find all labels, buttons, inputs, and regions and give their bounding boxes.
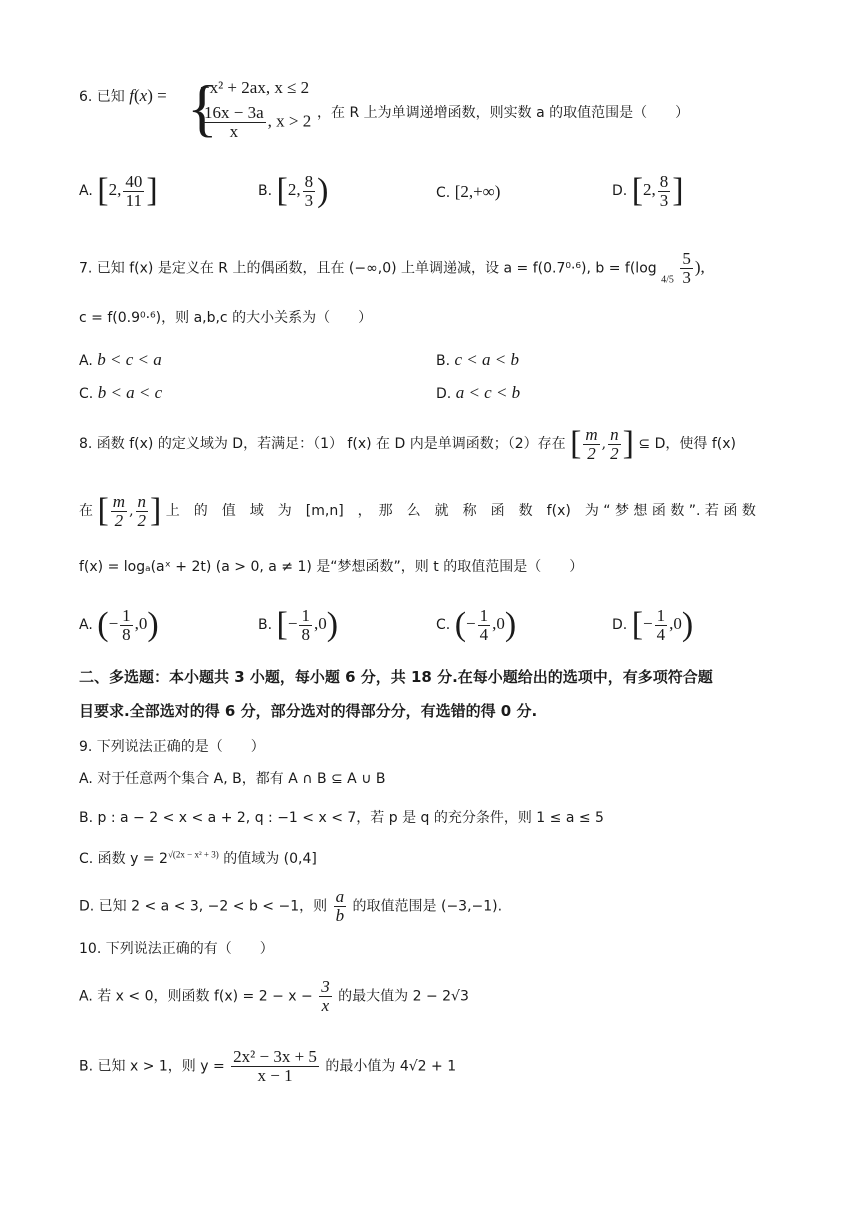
q9-option-d[interactable]: D. 已知 2 < a < 3, −2 < b < −1，则 $\frac{a}{b}$ 的取值范围是 (−3,−1). — [79, 887, 503, 925]
q7-option-a[interactable]: A. b < c < a — [79, 350, 162, 369]
q9-stem: 9. 下列说法正确的是（ ） — [79, 739, 265, 755]
q6-option-c[interactable]: C. [2,+∞) — [436, 182, 501, 201]
q8-option-a[interactable]: A. (− $\frac{1}{8}$ ,0) — [79, 605, 159, 644]
q8-option-c[interactable]: C. (− $\frac{1}{4}$ ,0) — [436, 605, 517, 644]
q7-option-b[interactable]: B. c < a < b — [436, 350, 520, 369]
q10-stem: 10. 下列说法正确的有（ ） — [79, 941, 274, 957]
q8-option-b[interactable]: B. [− $\frac{1}{8}$ ,0) — [258, 605, 339, 644]
q6-brace: { — [187, 72, 218, 143]
q8-line2: 在 [ $\frac{m}{2}$ , $\frac{n}{2}$ ] 上 的 值 域 为 [m,n] ， 那 么 就 称 函 数 f(x) 为 “ 梦 想 函 数 ”. 若 函 数 — [79, 491, 756, 530]
q9-option-a[interactable]: A. 对于任意两个集合 A, B，都有 A ∩ B ⊆ A ∪ B — [79, 771, 386, 787]
q6-option-b[interactable]: B. [2, $\frac{8}{3}$ ) — [258, 171, 329, 210]
q6-stem: 6. 已知 f(x) = — [79, 86, 167, 105]
q6-piece1: −x² + 2ax, x ≤ 2 — [200, 78, 310, 97]
q8-line1: 8. 函数 f(x) 的定义域为 D，若满足：（1） f(x) 在 D 内是单调函数；（2）存在 [ $\frac{m}{2}$ , $\frac{n}{2}$ ] ⊆ D，使得 f(x) — [79, 424, 736, 463]
q6-text: ，在 R 上为单调递增函数，则实数 a 的取值范围是（ ） — [317, 105, 690, 121]
q7-line1: 7. 已知 f(x) 是定义在 R 上的偶函数，且在 (−∞,0) 上单调递减，设 a = f(0.7⁰·⁶), b = f(log $_{4/5}$ $\frac{5}{3}$ ), — [79, 249, 705, 287]
q8-line3: f(x) = logₐ(aˣ + 2t) (a > 0, a ≠ 1) 是“梦想函数”，则 t 的取值范围是（ ） — [79, 559, 584, 575]
q6-piece2: $\frac{16x - 3a}{x}$ , x > 2 — [204, 103, 312, 141]
section2-line1: 二、多选题：本小题共 3 小题，每小题 6 分，共 18 分.在每小题给出的选项中，有多项符合题 — [79, 668, 713, 686]
q7-line2: c = f(0.9⁰·⁶)，则 a,b,c 的大小关系为（ ） — [79, 310, 373, 326]
q7-option-c[interactable]: C. b < a < c — [79, 383, 163, 402]
section2-line2: 目要求.全部选对的得 6 分，部分选对的得部分分，有选错的得 0 分. — [79, 702, 538, 720]
q6-option-d[interactable]: D. [2, $\frac{8}{3}$ ] — [612, 171, 684, 210]
q8-option-d[interactable]: D. [− $\frac{1}{4}$ ,0) — [612, 605, 694, 644]
q6-num: 6. 已知 — [79, 89, 125, 105]
q6-option-a[interactable]: A. [2, $\frac{40}{11}$ ] — [79, 171, 158, 210]
q7-option-d[interactable]: D. a < c < b — [436, 383, 521, 402]
q10-option-a[interactable]: A. 若 x < 0，则函数 f(x) = 2 − x − $\frac{3}{x}$ 的最大值为 2 − 2√3 — [79, 977, 469, 1015]
q10-option-b[interactable]: B. 已知 x > 1，则 y = $\frac{\text{2x² − 3x + 5}}{x - 1}$ 的最小值为 4√2 + 1 — [79, 1047, 457, 1085]
q9-option-c[interactable]: C. 函数 $y = 2^{√(2x - x^2 + 3)}$ 的值域为 (0,4] — [79, 849, 317, 867]
q9-option-b[interactable]: B. p : a − 2 < x < a + 2, q : −1 < x < 7，若 p 是 q 的充分条件，则 1 ≤ a ≤ 5 — [79, 810, 604, 826]
